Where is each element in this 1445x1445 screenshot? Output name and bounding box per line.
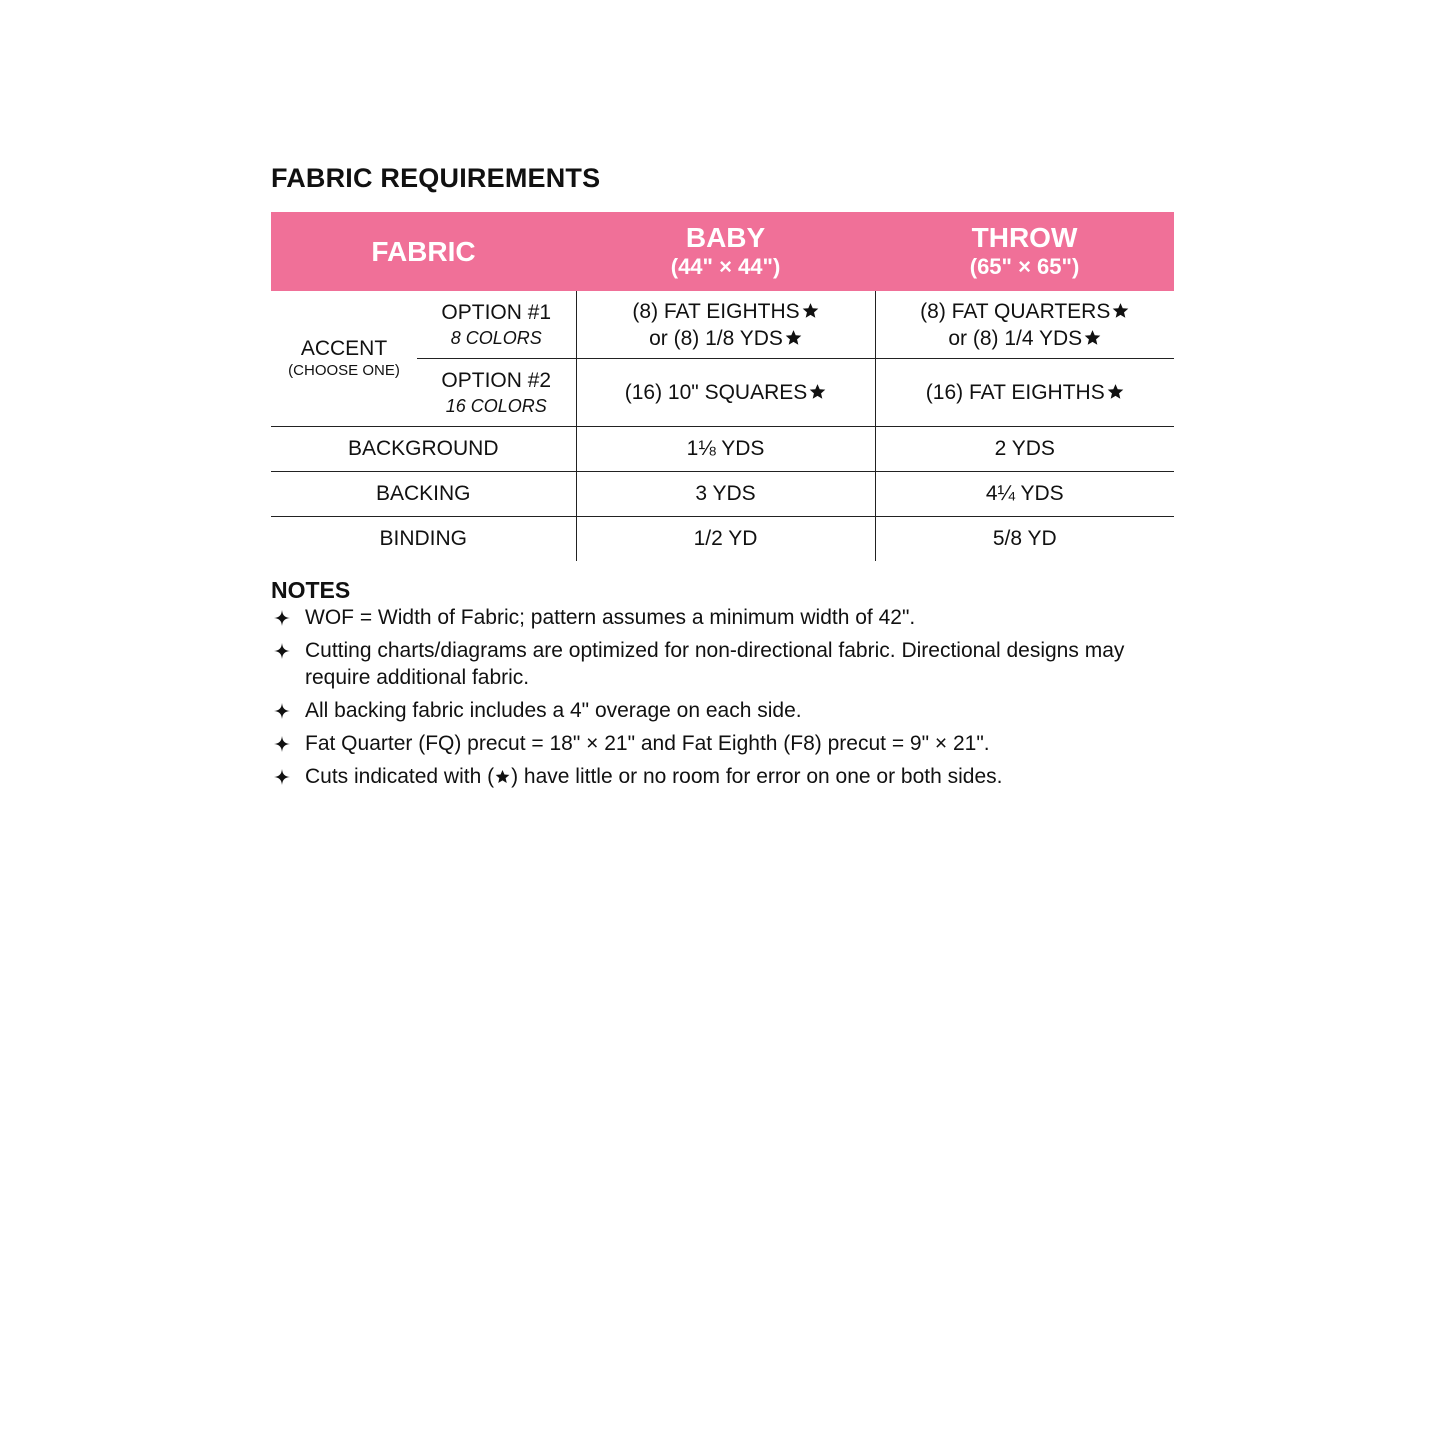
- note-text: WOF = Width of Fabric; pattern assumes a minimum width of 42".: [305, 606, 916, 629]
- note-item: [271, 763, 1171, 790]
- star-icon: [1107, 383, 1124, 400]
- option2-throw-cell: [875, 359, 1174, 427]
- header-fabric: [271, 212, 576, 291]
- option2-label: OPTION #2: [441, 368, 552, 392]
- note-text-star: [305, 765, 1003, 788]
- option1-throw-line2: or (8) 1/4 YDS: [948, 326, 1083, 350]
- sparkle-bullet-icon: [274, 643, 290, 659]
- star-icon: [809, 383, 826, 400]
- option2-throw-value: (16) FAT EIGHTHS: [925, 381, 1105, 404]
- sparkle-bullet-icon: [274, 769, 290, 785]
- table-row-backing: [271, 472, 1174, 517]
- sparkle-bullet-icon: [274, 610, 290, 626]
- option1-baby-line1: (8) FAT EIGHTHS: [632, 299, 800, 323]
- note-text: All backing fabric includes a 4" overage on each side.: [305, 699, 802, 722]
- star-note-after: ) have little or no room for error on one or both sides.: [511, 765, 1003, 788]
- table-row-background: [271, 427, 1174, 472]
- header-throw: [875, 212, 1174, 291]
- note-item: [271, 697, 1171, 724]
- background-baby-value: 1⅛ YDS: [576, 427, 875, 472]
- row-label-binding: BINDING: [379, 527, 468, 550]
- background-throw-value: 2 YDS: [875, 427, 1174, 472]
- note-item: [271, 637, 1171, 691]
- header-fabric-label: FABRIC: [371, 235, 476, 267]
- star-icon: [785, 329, 802, 346]
- table-header-row: [271, 212, 1174, 291]
- header-baby-label: BABY: [685, 221, 766, 253]
- note-item: [271, 730, 1171, 757]
- table-row-accent-option1: [271, 291, 1174, 359]
- option1-throw-line1: (8) FAT QUARTERS: [920, 299, 1111, 323]
- option2-baby-cell: [576, 359, 875, 427]
- header-throw-size: (65" × 65"): [969, 253, 1080, 279]
- star-note-before: Cuts indicated with (: [305, 765, 495, 788]
- binding-baby-value: 1/2 YD: [576, 517, 875, 562]
- note-text: Fat Quarter (FQ) precut = 18" × 21" and Fat Eighth (F8) precut = 9" × 21".: [305, 732, 990, 755]
- notes-title: NOTES: [271, 577, 351, 603]
- accent-label: ACCENT: [300, 336, 388, 360]
- header-baby-size: (44" × 44"): [670, 253, 781, 279]
- star-icon: [495, 769, 510, 784]
- binding-throw-value: 5/8 YD: [875, 517, 1174, 562]
- star-icon: [802, 302, 819, 319]
- option2-cell: [417, 359, 576, 427]
- backing-throw-value: 4¼ YDS: [875, 472, 1174, 517]
- option1-throw-cell: [875, 291, 1174, 359]
- option2-colors: 16 COLORS: [445, 395, 547, 416]
- row-label-backing: BACKING: [271, 472, 576, 517]
- table-row-binding: [271, 517, 1174, 562]
- star-icon: [1084, 329, 1101, 346]
- fabric-requirements-table: [271, 212, 1174, 561]
- header-throw-label: THROW: [971, 221, 1078, 253]
- page-title: FABRIC REQUIREMENTS: [271, 163, 601, 193]
- star-icon: [1112, 302, 1129, 319]
- option1-baby-cell: [576, 291, 875, 359]
- sparkle-bullet-icon: [274, 736, 290, 752]
- note-text: Cutting charts/diagrams are optimized for non-directional fabric. Directional designs may require additional fabric.: [305, 639, 1125, 689]
- accent-sublabel: (CHOOSE ONE): [288, 361, 400, 379]
- backing-baby-value: 3 YDS: [576, 472, 875, 517]
- option1-label: OPTION #1: [441, 300, 552, 324]
- note-item: [271, 604, 1171, 631]
- option1-colors: 8 COLORS: [450, 327, 542, 348]
- header-baby: [576, 212, 875, 291]
- notes-list: [271, 604, 1171, 796]
- option1-cell: [417, 291, 576, 359]
- option2-baby-value: (16) 10" SQUARES: [624, 381, 808, 404]
- row-label-background: BACKGROUND: [271, 427, 576, 472]
- accent-label-cell: [271, 291, 417, 427]
- sparkle-bullet-icon: [274, 703, 290, 719]
- option1-baby-line2: or (8) 1/8 YDS: [649, 326, 783, 350]
